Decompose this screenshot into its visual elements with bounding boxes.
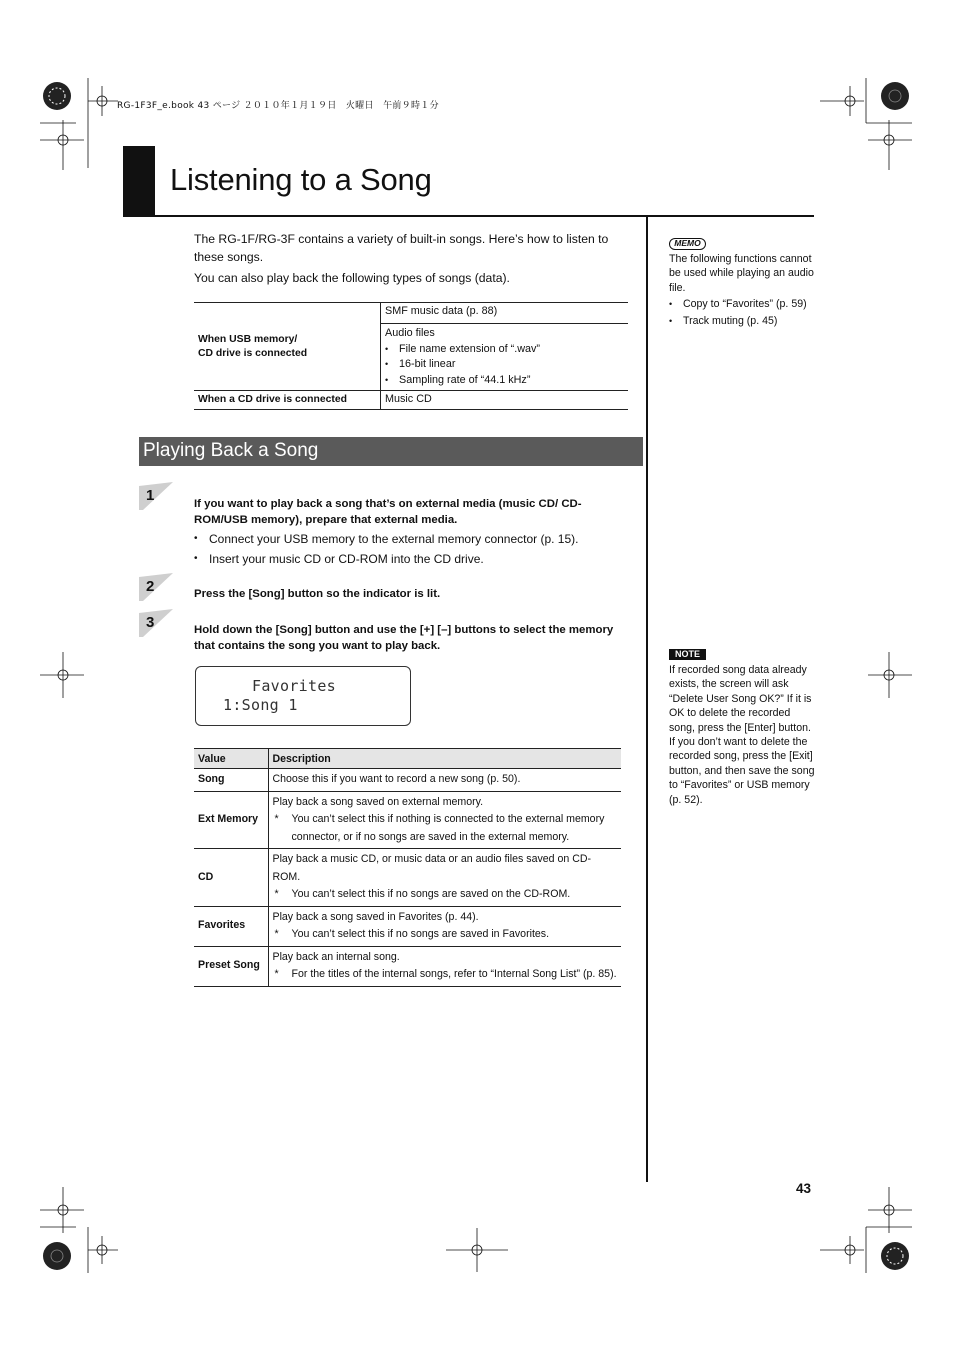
intro-paragraph-1: The RG-1F/RG-3F contains a variety of built-in songs. Here’s how to listen to these songs. (194, 232, 609, 264)
title-block-marker (123, 146, 155, 217)
section-heading: Playing Back a Song (139, 437, 643, 466)
value-cell: Song (194, 769, 268, 792)
page-title: Listening to a Song (170, 162, 432, 197)
description-note: * You can’t select this if nothing is connected to the external memory connector, or if no songs are saved in the external memory. (273, 811, 618, 846)
description-cell (268, 946, 621, 986)
step-marker-2 (139, 573, 173, 601)
value-cell: CD (194, 849, 268, 907)
step-number: 3 (146, 614, 155, 631)
step-number: 1 (146, 487, 155, 504)
lcd-display (195, 666, 411, 726)
table-row (194, 849, 621, 907)
media-types-table (194, 302, 628, 410)
description-text: Play back a song saved on external memory. (272, 795, 484, 808)
table-label (194, 303, 380, 390)
list-item: • Insert your music CD or CD-ROM into the CD drive. (194, 552, 614, 566)
value-description-table (194, 748, 621, 987)
audio-files-label: Audio files (385, 327, 435, 339)
row2-value: Music CD (380, 391, 628, 409)
list-item: • 16-bit linear (385, 357, 624, 373)
memo-text: The following functions cannot be used while playing an audio file. (669, 253, 814, 294)
step-2-heading: Press the [Song] button so the indicator is lit. (194, 588, 441, 600)
note-box (669, 663, 817, 807)
step-marker-3 (139, 609, 173, 637)
list-item: • Copy to “Favorites” (p. 59) (669, 297, 817, 311)
table-row (194, 906, 621, 946)
lcd-line-2: 1:Song 1 (223, 696, 298, 714)
intro-paragraph-2: You can also play back the following types of songs (data). (194, 271, 510, 285)
table-header-row (194, 749, 621, 769)
lcd-line-1: Favorites (252, 677, 336, 695)
list-item: • File name extension of “.wav” (385, 342, 624, 358)
description-cell (268, 906, 621, 946)
value-cell: Ext Memory (194, 791, 268, 849)
row1-label-line2: CD drive is connected (198, 347, 308, 359)
title-rule (123, 215, 814, 217)
description-note: * For the titles of the internal songs, refer to “Internal Song List” (p. 85). (273, 966, 618, 984)
file-info-header: RG-1F3F_e.book 43 ページ ２０１０年１月１９日 火曜日 午前９時１分 (117, 101, 439, 111)
smf-data: SMF music data (p. 88) (385, 305, 498, 317)
table-row (194, 390, 628, 410)
value-cell: Preset Song (194, 946, 268, 986)
column-header: Value (194, 749, 268, 769)
description-text: Choose this if you want to record a new song (p. 50). (272, 773, 521, 785)
note-text-1: If recorded song data already exists, the screen will ask “Delete User Song OK?” If it is OK to delete the recorded song, press the [Enter] button. (669, 664, 812, 734)
memo-icon: MEMO (669, 238, 706, 250)
description-cell (268, 849, 621, 907)
audio-files-cell (381, 323, 628, 390)
table-row (194, 946, 621, 986)
step-3-heading: Hold down the [Song] button and use the [+] [–] buttons to select the memory that contains the song you want to play back. (194, 624, 614, 652)
column-header: Description (268, 749, 621, 769)
description-note: * You can’t select this if no songs are saved in Favorites. (273, 926, 618, 944)
description-note: * You can’t select this if no songs are saved on the CD-ROM. (273, 886, 618, 904)
table-cell (380, 303, 628, 390)
description-text: Play back an internal song. (272, 950, 400, 963)
step-1-heading: If you want to play back a song that’s on external media (music CD/ CD-ROM/USB memory), prepare that external media. (194, 498, 582, 526)
description-text: Play back a song saved in Favorites (p. 44). (272, 910, 479, 923)
list-item: • Connect your USB memory to the external memory connector (p. 15). (194, 532, 614, 546)
memo-box (669, 252, 817, 328)
page-number: 43 (796, 1181, 812, 1196)
description-text: Play back a music CD, or music data or an audio files saved on CD-ROM. (272, 853, 592, 883)
table-row (194, 769, 621, 792)
step-number: 2 (146, 578, 155, 595)
note-icon: NOTE (669, 649, 706, 660)
step-marker-1 (139, 482, 173, 510)
description-cell (268, 791, 621, 849)
description-cell (268, 769, 621, 792)
column-divider (646, 216, 648, 1182)
row2-label: When a CD drive is connected (198, 394, 347, 406)
list-item: • Track muting (p. 45) (669, 314, 817, 328)
value-cell: Favorites (194, 906, 268, 946)
table-row (194, 791, 621, 849)
row1-label-line1: When USB memory/ (198, 333, 298, 345)
table-row (194, 302, 628, 390)
list-item: • Sampling rate of “44.1 kHz” (385, 373, 624, 389)
note-text-2: If you don’t want to delete the recorded song, press the [Exit] button, and then save the song to “Favorites” or USB memory (p. 52). (669, 736, 815, 806)
